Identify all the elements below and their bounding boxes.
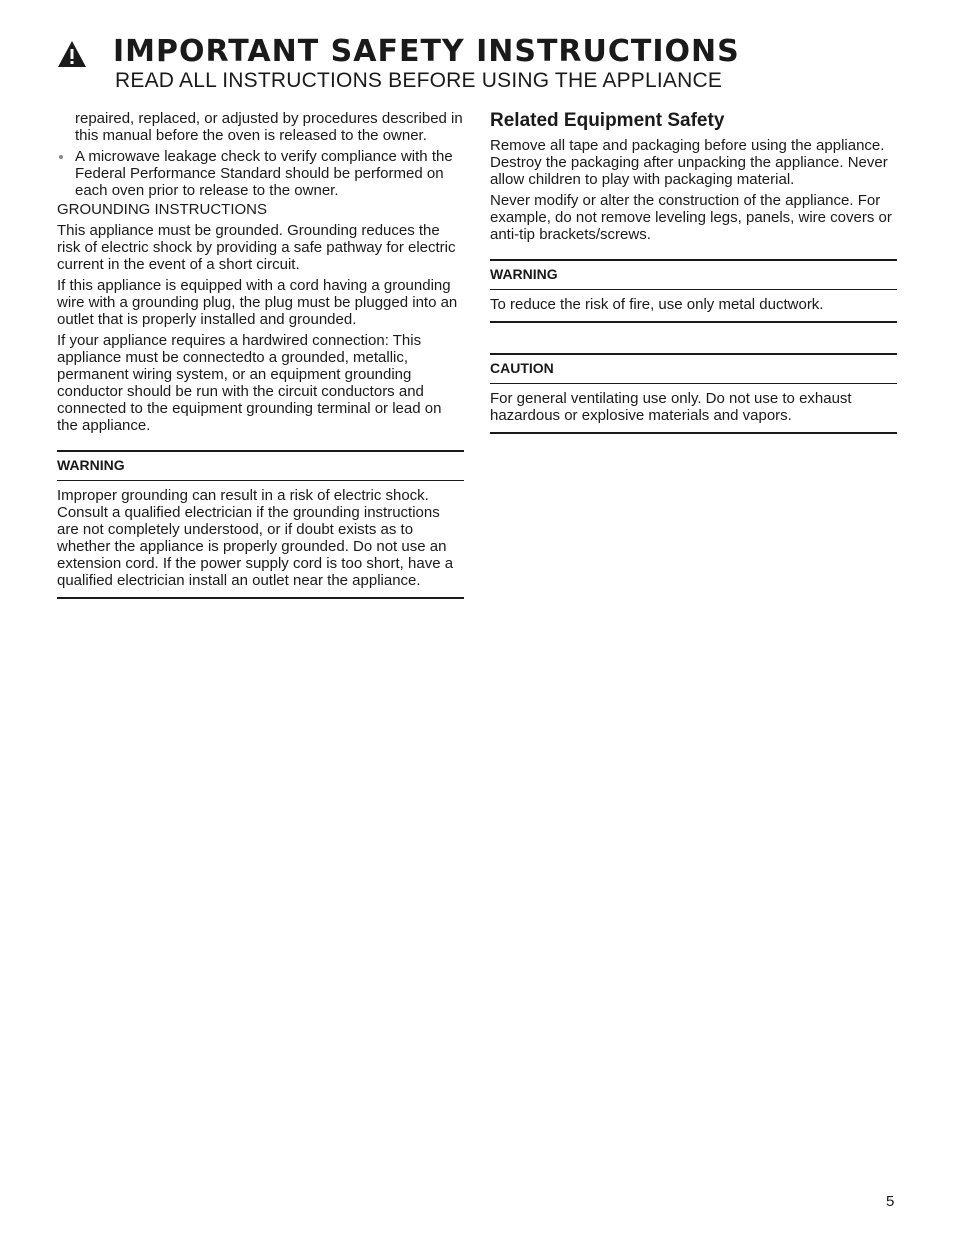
title-row [57, 34, 917, 70]
warning-label: WARNING [57, 450, 464, 481]
warning-triangle-icon [57, 40, 87, 68]
right-column [490, 110, 897, 434]
continued-paragraph: repaired, replaced, or adjusted by procedures described in this manual before the oven is released to the owner. [75, 110, 463, 144]
leakage-check-bullet: A microwave leakage check to verify compliance with the Federal Performance Standard should be performed on each oven prior to release to the owner. [57, 148, 464, 199]
warning-label: WARNING [490, 259, 897, 290]
page-title: IMPORTANT SAFETY INSTRUCTIONS [113, 34, 740, 69]
grounding-paragraph-2: If this appliance is equipped with a cord having a grounding wire with a grounding plug, the plug must be plugged into an outlet that is properly installed and grounded. [57, 277, 458, 328]
grounding-heading: GROUNDING INSTRUCTIONS [57, 201, 267, 218]
page-subtitle: READ ALL INSTRUCTIONS BEFORE USING THE APPLIANCE [115, 69, 723, 92]
page-header [57, 34, 917, 92]
grounding-warning-box [57, 450, 464, 599]
page-number: 5 [886, 1193, 895, 1210]
caution-label: CAUTION [490, 353, 897, 384]
related-equipment-heading: Related Equipment Safety [490, 110, 725, 131]
modify-paragraph: Never modify or alter the construction of the appliance. For example, do not remove leveling legs, panels, wire covers or anti-tip brackets/screws. [490, 192, 892, 243]
warning-text: Improper grounding can result in a risk of electric shock. Consult a qualified electrician if the grounding instructions are not completely understood, or if doubt exists as to whether the appliance is properly grounded. Do not use an extension cord. If the power supply cord is too short, have a qualified electrician install an outlet near the appliance. [57, 481, 464, 599]
caution-box [490, 353, 897, 434]
packaging-paragraph: Remove all tape and packaging before using the appliance. Destroy the packaging after unpacking the appliance. Never allow children to play with packaging material. [490, 137, 888, 188]
grounding-paragraph-1: This appliance must be grounded. Grounding reduces the risk of electric shock by providing a safe pathway for electric current in the event of a short circuit. [57, 222, 456, 273]
left-column [57, 110, 464, 599]
caution-text: For general ventilating use only. Do not use to exhaust hazardous or explosive materials and vapors. [490, 384, 897, 434]
ductwork-warning-box [490, 259, 897, 323]
grounding-paragraph-3: If your appliance requires a hardwired connection: This appliance must be connectedto a grounded, metallic, permanent wiring system, or an equipment grounding conductor should be run with the circuit conductors and connected to the equipment grounding terminal or lead on the appliance. [57, 332, 442, 434]
warning-text: To reduce the risk of fire, use only metal ductwork. [490, 290, 897, 323]
